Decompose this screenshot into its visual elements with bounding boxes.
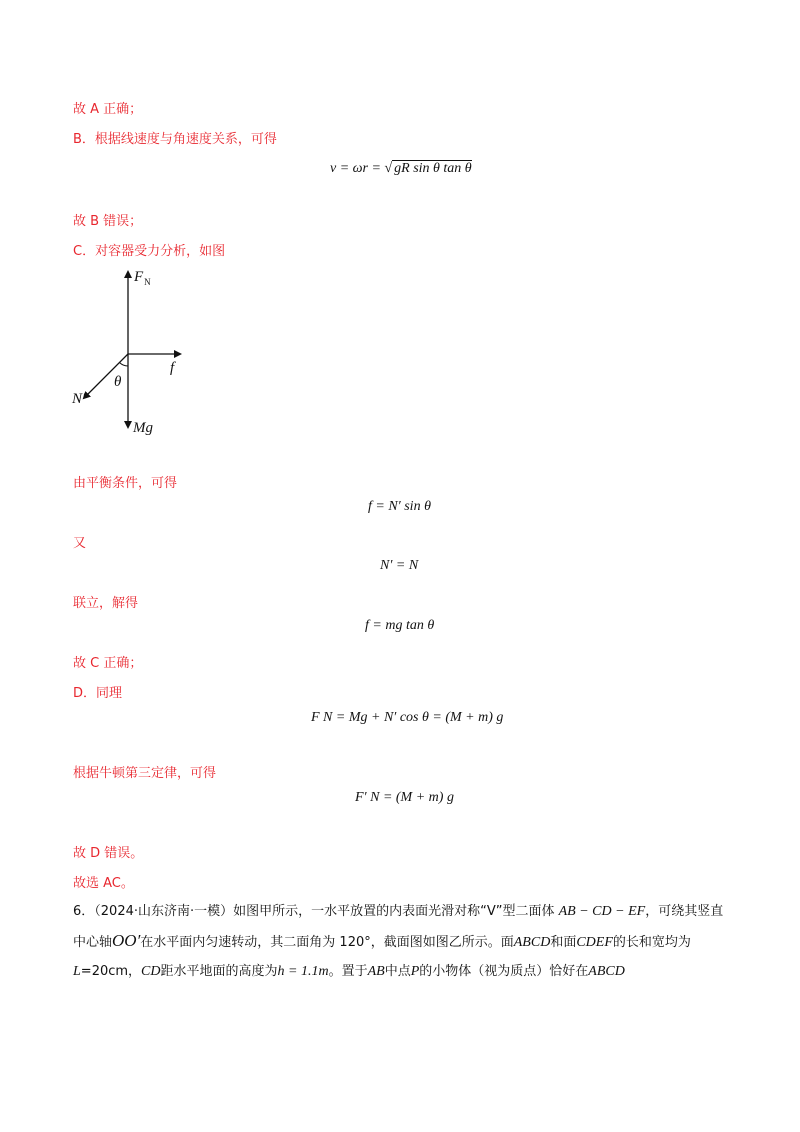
equation-normal: N′ = N — [380, 558, 419, 573]
question-6-math9: P — [410, 964, 420, 979]
text-combine: 联立，解得 — [73, 596, 139, 611]
text-a-correct: 故 A 正确； — [73, 102, 143, 117]
question-6-math2: OO′ — [112, 931, 141, 950]
question-6-math10: ABCD — [588, 964, 625, 979]
label-mg: Mg — [133, 420, 153, 436]
question-6 — [73, 897, 735, 986]
question-6-math8: AB — [367, 964, 385, 979]
text-answer: 故选 AC。 — [73, 876, 134, 891]
equation-friction: f = N′ sin θ — [368, 499, 431, 514]
question-6-math1: AB − CD − EF — [558, 904, 646, 919]
label-fn: $F_N$ — [134, 269, 151, 287]
text-equilibrium: 由平衡条件，可得 — [73, 476, 178, 491]
angle-arc — [120, 363, 129, 367]
equation-velocity: v = ωr = √ gR sin θ tan θ — [330, 161, 472, 176]
question-6-part4: 和面 — [550, 935, 577, 950]
label-theta: θ — [114, 374, 122, 390]
question-6-part5: 的长和宽均为 — [612, 935, 691, 950]
question-6-part1: 6．（2024·山东济南·一模）如图甲所示，一水平放置的内表面光滑对称“V”型二面体 — [73, 904, 555, 919]
text-d-intro: D．同理 — [73, 686, 123, 701]
label-f: f — [170, 360, 175, 376]
question-6-math6: CD — [141, 964, 161, 979]
equation-velocity-root: gR sin θ tan θ — [394, 161, 472, 176]
equation-normal-d: F N = Mg + N′ cos θ = (M + m) g — [311, 710, 504, 725]
text-c-correct: 故 C 正确； — [73, 656, 143, 671]
arrow-pressure — [84, 354, 128, 398]
text-also: 又 — [73, 536, 87, 551]
label-n-prime: N′ — [72, 391, 86, 407]
question-6-part6: =20cm， — [80, 964, 142, 979]
question-6-math3: ABCD — [513, 935, 551, 950]
text-newton-third: 根据牛顿第三定律，可得 — [73, 766, 217, 781]
question-6-math4: CDEF — [576, 935, 613, 950]
text-b-intro: B．根据线速度与角速度关系，可得 — [73, 132, 277, 147]
equation-reaction: F′ N = (M + m) g — [355, 790, 454, 805]
equation-velocity-lhs: v = ωr = — [330, 161, 385, 176]
question-6-math7: h = 1.1m — [277, 964, 329, 979]
force-diagram — [60, 262, 200, 442]
equation-friction-result: f = mg tan θ — [365, 618, 435, 633]
question-6-part7: 距水平地面的高度为 — [160, 964, 278, 979]
text-d-wrong: 故 D 错误。 — [73, 846, 144, 861]
question-6-part9: 中点 — [384, 964, 411, 979]
question-6-part3: 在水平面内匀速转动，其二面角为 120°，截面图如图乙所示。面 — [140, 935, 514, 950]
question-6-part2: ，可绕其竖直中心轴 — [73, 904, 724, 950]
question-6-part10: 的小物体（视为质点）恰好在 — [419, 964, 589, 979]
question-6-math5: L — [73, 964, 81, 979]
text-b-wrong: 故 B 错误； — [73, 214, 143, 229]
question-6-part8: 。置于 — [328, 964, 368, 979]
text-c-intro: C．对容器受力分析，如图 — [73, 244, 226, 259]
